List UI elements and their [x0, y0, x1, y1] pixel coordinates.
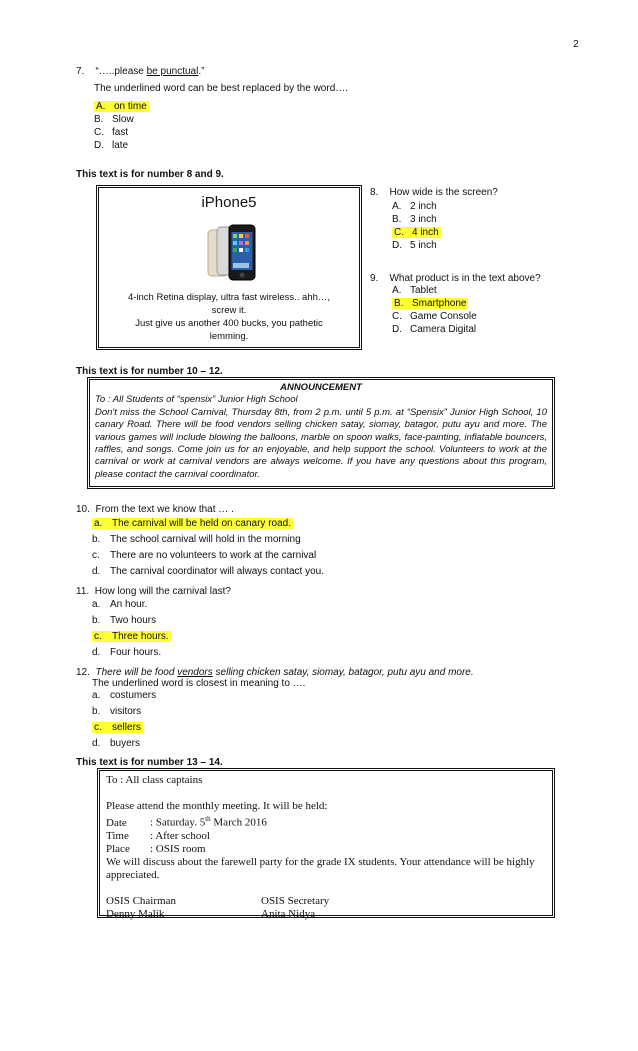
option-text: late: [112, 140, 129, 151]
signature-titles: [106, 895, 546, 908]
option-text: The carnival coordinator will always contact you.: [110, 566, 324, 577]
underlined-word: vendors: [177, 667, 213, 678]
stem-text: How long will the carnival last?: [94, 586, 231, 597]
answer-option: [92, 518, 324, 530]
caption-line: screw it.: [211, 305, 247, 316]
section-heading-13-14: This text is for number 13 – 14.: [76, 757, 223, 768]
answer-option: [92, 690, 474, 702]
question-12: [76, 667, 474, 754]
place-value: : OSIS room: [150, 842, 206, 855]
option-letter: d.: [92, 738, 101, 749]
meeting-notice-box: [97, 768, 555, 918]
option-content: [392, 324, 476, 335]
stem-text: .”: [198, 66, 205, 77]
option-letter: d.: [92, 566, 101, 577]
option-text: The carnival will be held on canary road.: [112, 518, 291, 529]
highlighted-answer: [92, 518, 293, 529]
option-letter: b.: [92, 534, 101, 545]
notice-intro: Please attend the monthly meeting. It will be held:: [106, 800, 328, 812]
question-12-options: [92, 690, 474, 750]
question-8: [370, 187, 498, 253]
page-number: 2: [573, 38, 579, 50]
chairman-name: Denny Malik: [106, 907, 165, 920]
chairman-title: OSIS Chairman: [106, 894, 176, 907]
option-content: [392, 214, 437, 225]
answer-option: [94, 127, 348, 139]
question-10: [76, 504, 324, 582]
answer-option: [392, 227, 498, 239]
signature-names: [106, 908, 546, 921]
answer-option: [94, 114, 348, 126]
announcement-recipient: To : All Students of “spensix” Junior High School: [95, 394, 298, 406]
place-label: Place: [106, 842, 130, 855]
answer-option: [94, 140, 348, 152]
option-content: [92, 647, 161, 658]
answer-option: [92, 647, 231, 659]
highlighted-answer: [94, 101, 149, 112]
question-7-instruction: The underlined word can be best replaced by the word….: [94, 83, 349, 94]
option-content: [94, 140, 128, 151]
question-number: 11.: [76, 586, 90, 597]
option-text: Tablet: [410, 285, 437, 296]
option-content: [92, 599, 147, 610]
question-11-options: [92, 599, 231, 659]
question-8-options: [392, 201, 498, 252]
option-content: [392, 285, 437, 296]
notice-date: [106, 813, 546, 830]
option-content: [392, 201, 437, 212]
question-7-stem: [76, 66, 348, 77]
answer-option: [92, 615, 231, 627]
announcement-box: [87, 377, 555, 489]
option-text: Four hours.: [110, 647, 162, 658]
stem-text: selling chicken satay, siomay, batagor, putu ayu and more.: [212, 667, 474, 678]
highlighted-answer: [392, 227, 441, 238]
question-number: 10.: [76, 504, 90, 515]
option-content: [94, 127, 128, 138]
question-7-options: [94, 101, 348, 152]
caption-line: lemming.: [209, 331, 249, 342]
option-letter: a.: [92, 690, 101, 701]
option-text: visitors: [110, 706, 142, 717]
answer-option: [92, 550, 324, 562]
question-9-stem: [370, 273, 541, 284]
option-content: [392, 311, 477, 322]
option-letter: B.: [392, 214, 402, 225]
question-number: 12.: [76, 667, 90, 678]
option-text: buyers: [110, 738, 141, 749]
iphone-caption: [109, 291, 349, 343]
announcement-title: ANNOUNCEMENT: [280, 382, 362, 393]
secretary-title: OSIS Secretary: [261, 894, 330, 907]
iphone-title: iPhone5: [201, 194, 257, 211]
question-11: [76, 586, 231, 663]
answer-option: [94, 101, 348, 113]
answer-option: [92, 599, 231, 611]
question-9: [370, 273, 541, 337]
option-text: The school carnival will hold in the morning: [110, 534, 301, 545]
time-label: Time: [106, 829, 129, 842]
option-text: 4 inch: [412, 227, 439, 238]
option-text: There are no volunteers to work at the carnival: [110, 550, 317, 561]
answer-option: [92, 706, 474, 718]
date-label: Date: [106, 816, 127, 829]
stem-text: “…..please: [95, 66, 147, 77]
option-letter: B.: [394, 298, 404, 309]
option-content: [92, 534, 301, 545]
answer-option: [392, 201, 498, 213]
answer-option: [392, 298, 541, 310]
option-content: [92, 690, 156, 701]
option-text: sellers: [112, 722, 141, 733]
question-12-stem: [76, 667, 474, 678]
question-9-options: [392, 285, 541, 336]
option-letter: C.: [394, 227, 404, 238]
option-letter: A.: [96, 101, 106, 112]
option-text: Two hours: [110, 615, 157, 626]
option-letter: A.: [392, 201, 402, 212]
answer-option: [392, 311, 541, 323]
question-8-stem: [370, 187, 498, 198]
option-content: [92, 566, 324, 577]
question-number: 7.: [76, 66, 85, 77]
question-12-instruction: The underlined word is closest in meaning to ….: [92, 678, 306, 689]
option-letter: c.: [94, 631, 102, 642]
option-text: 3 inch: [410, 214, 437, 225]
announcement-body: Don't miss the School Carnival, Thursday 8th, from 2 p.m. until 5 p.m. at “Spensix” Junior High School, 10 canary Road. There will be food vendors selling chicken satay, siomay, batagor, putu ayu and more. The various games will include blowing the balloons, marble on spoon walks, face-painting, inflatable bouncers, raffles, and songs. Come join us for an enjoyable, and help support the school. Volunteers to work at the carnival or work at carnival vendors are always welcome. If you have any questions about this program, please contact the carnival coordinator.: [95, 406, 547, 480]
answer-option: [92, 738, 474, 750]
iphone-image: [205, 224, 267, 282]
answer-option: [92, 631, 231, 643]
stem-text: There will be food: [95, 667, 178, 678]
section-heading-8-9: This text is for number 8 and 9.: [76, 169, 224, 180]
notice-place: [106, 843, 546, 856]
question-number: 8.: [370, 187, 379, 198]
option-letter: D.: [392, 240, 402, 251]
option-content: [92, 550, 316, 561]
option-text: Smartphone: [412, 298, 467, 309]
option-content: [392, 240, 437, 251]
answer-option: [92, 566, 324, 578]
notice-recipient: To : All class captains: [106, 774, 203, 786]
answer-option: [392, 324, 541, 336]
option-letter: A.: [392, 285, 402, 296]
option-text: costumers: [110, 690, 157, 701]
answer-option: [392, 240, 498, 252]
option-text: Game Console: [410, 311, 477, 322]
stem-text: What product is in the text above?: [389, 273, 541, 284]
highlighted-answer: [92, 631, 171, 642]
stem-text: From the text we know that … .: [95, 504, 234, 515]
option-letter: c.: [92, 550, 100, 561]
question-10-options: [92, 518, 324, 578]
time-value: : After school: [150, 829, 210, 842]
question-11-stem: [76, 586, 231, 597]
option-text: on time: [114, 101, 147, 112]
underlined-word: be punctual: [146, 66, 199, 77]
option-text: Camera Digital: [410, 324, 477, 335]
caption-line: Just give us another 400 bucks, you pathetic: [135, 318, 323, 329]
option-letter: D.: [392, 324, 402, 335]
answer-option: [92, 534, 324, 546]
iphone-ad-box: [96, 185, 362, 350]
option-letter: b.: [92, 615, 101, 626]
option-letter: d.: [92, 647, 101, 658]
option-content: [92, 706, 141, 717]
question-number: 9.: [370, 273, 379, 284]
option-letter: b.: [92, 706, 101, 717]
option-letter: a.: [92, 599, 101, 610]
option-letter: B.: [94, 114, 104, 125]
answer-option: [92, 722, 474, 734]
option-text: 5 inch: [410, 240, 437, 251]
date-value: : Saturday. 5: [150, 816, 206, 829]
date-value: March 2016: [210, 816, 267, 829]
notice-body: We will discuss about the farewell party for the grade IX students. Your attendance will be highly appreciated.: [106, 855, 535, 881]
option-letter: c.: [94, 722, 102, 733]
stem-text: How wide is the screen?: [389, 187, 498, 198]
option-letter: C.: [94, 127, 104, 138]
highlighted-answer: [92, 722, 143, 733]
option-text: Slow: [112, 114, 134, 125]
date-suffix: th: [205, 815, 211, 823]
option-letter: C.: [392, 311, 402, 322]
option-text: 2 inch: [410, 201, 437, 212]
secretary-name: Anita Nidya: [261, 907, 316, 920]
notice-time: [106, 830, 546, 843]
option-content: [92, 615, 156, 626]
option-text: An hour.: [110, 599, 148, 610]
caption-line: 4-inch Retina display, ultra fast wireless.. ahh…,: [127, 292, 331, 303]
option-letter: D.: [94, 140, 104, 151]
question-7: [76, 66, 348, 153]
answer-option: [392, 214, 498, 226]
section-heading-10-12: This text is for number 10 – 12.: [76, 366, 223, 377]
option-letter: a.: [94, 518, 103, 529]
option-content: [94, 114, 134, 125]
highlighted-answer: [392, 298, 468, 309]
answer-option: [392, 285, 541, 297]
option-text: fast: [112, 127, 129, 138]
option-content: [92, 738, 140, 749]
option-text: Three hours.: [112, 631, 169, 642]
question-10-stem: [76, 504, 324, 515]
